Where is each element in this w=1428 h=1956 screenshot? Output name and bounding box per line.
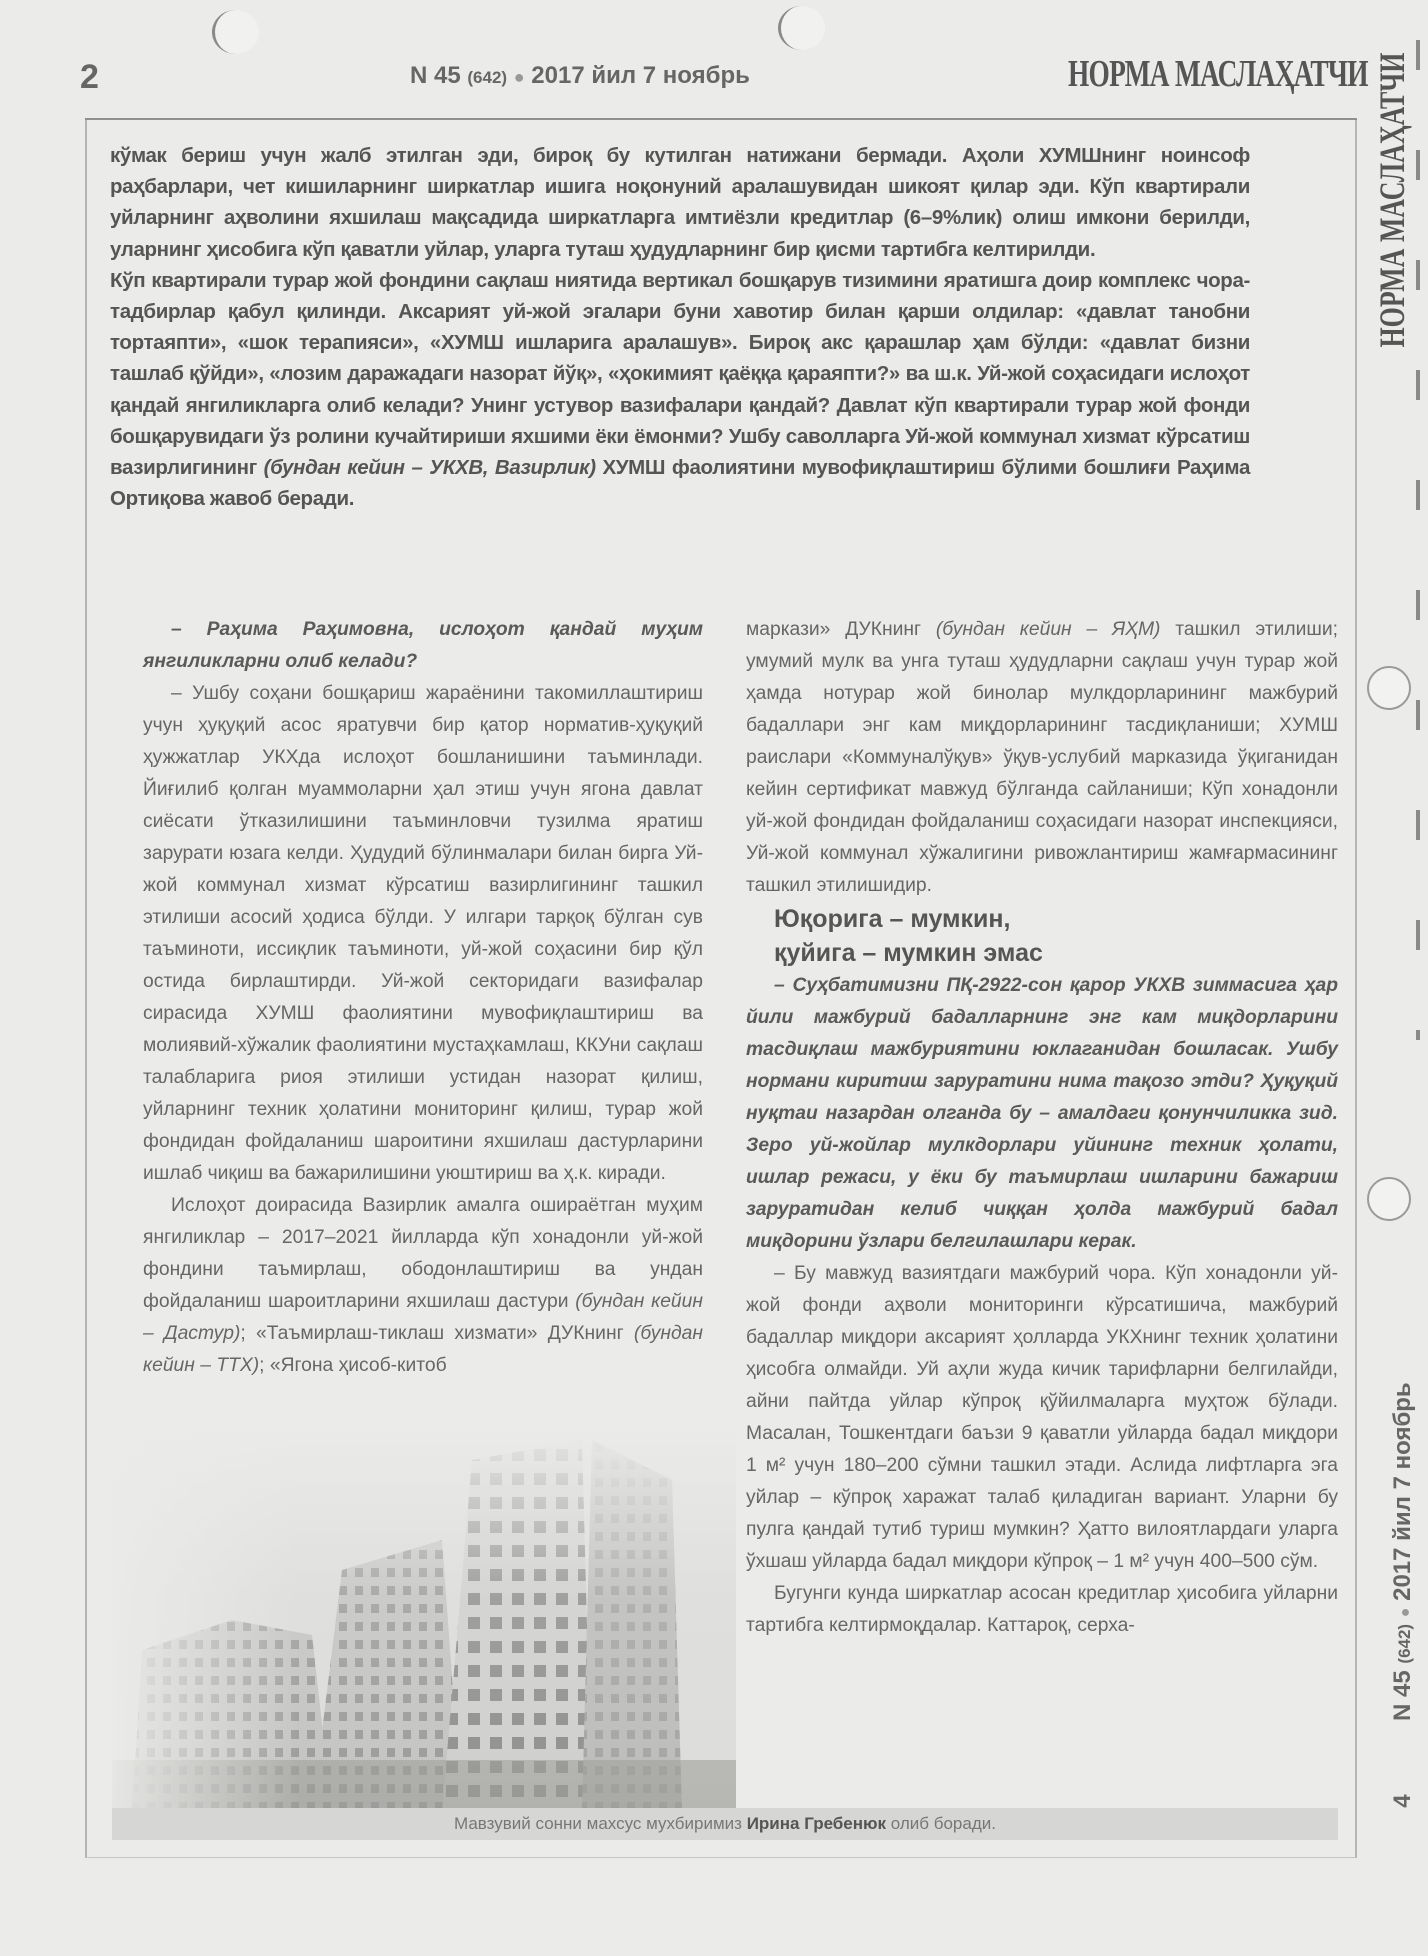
- punch-hole: [212, 10, 259, 54]
- side-page-number: 4: [1389, 1794, 1416, 1808]
- paragraph: [746, 1578, 1338, 1642]
- text-run: Юқорига – мумкин,: [774, 905, 1011, 933]
- text-run: қуйига – мумкин эмас: [774, 939, 1043, 967]
- italic-text: (бундан кейин – Дастур): [143, 1291, 703, 1344]
- text-run: Ислоҳот доирасида Вазирлик амалга ошираётган муҳим янгиликлар – 2017–2021 йилларда кўп хонадонли уй-жой фондини таъмирлаш, ободонлаштириш ва ундан фойдаланиш шароитларини яхшилаш дастури: [143, 1195, 703, 1312]
- byline-bar: [112, 1808, 1338, 1840]
- margin-ticks: [1416, 40, 1420, 1040]
- lead-paragraph: [110, 140, 1250, 265]
- paragraph: [746, 1258, 1338, 1578]
- text-run: маркази» ДУКнинг: [746, 619, 936, 640]
- text-run: Кўп квартирали турар жой фондини сақлаш ниятида вертикал бошқарув тизимини яратишга доир комплекс чора-тадбирлар қабул қилинди. Аксарият уй-жой эгалари буни хавотир билан қарши олдилар: «давлат танобни тортаяпти», «шок терапияси», «ХУМШ ишларига аралашув». Бироқ акс қарашлар ҳам бўлди: «давлат бизни ташлаб қўйди», «лозим даражадаги назорат йўқ», «ҳокимият қаёққа қараяпти?» ва ш.к. Уй-жой соҳасидаги ислоҳот қандай янгиликларга олиб келади? Унинг устувор вазифалари қандай? Давлат кўп квартирали турар жой фонди бошқарувидаги ўз ролини кучайтириши яхшими ёки ёмонми? Ушбу саволларга Уй-жой коммунал хизмат кўрсатиш вазирлигининг: [110, 268, 1250, 480]
- text-run: ; «Таъмирлаш-тиклаш хизмати» ДУКнинг: [240, 1323, 634, 1344]
- building-photo: [112, 1420, 736, 1812]
- paragraph-continued: [746, 614, 1338, 902]
- paragraph: [143, 678, 703, 1190]
- text-run: Бугунги кунда ширкатлар асосан кредитлар ҳисобига уйларни тартибга келтирмоқдалар. Каттароқ, серха-: [746, 1583, 1338, 1636]
- section-heading-line2: [746, 936, 1338, 970]
- interview-question: [143, 614, 703, 678]
- text-run: ташкил этилиши; умумий мулк ва унга туташ ҳудудларни сақлаш учун турар жой ҳамда нотурар жой бинолар мулкдорларининг мажбурий бадаллари энг кам миқдорларининг тасдиқланиши; ХУМШ раислари «Коммуналўқув» ўқув-услубий марказида ўқиганидан кейин сертификат мавжуд бўлганда сайланиши; Кўп хонадонли уй-жой фондидан фойдаланиш соҳасидаги назорат инспекцияси, Уй-жой коммунал хўжалигини ривожлантириш жамғармасининг ташкил этилишидир.: [746, 619, 1338, 896]
- lead-paragraph: [110, 265, 1250, 515]
- side-separator: ●: [1397, 1607, 1414, 1618]
- punch-hole: [778, 6, 825, 50]
- italic-text: (бундан кейин – ТТХ): [143, 1323, 703, 1376]
- paragraph: [143, 1190, 703, 1382]
- page-number: 2: [80, 58, 99, 96]
- italic-text: (бундан кейин – УКХВ, Вазирлик): [263, 456, 596, 480]
- interview-question: [746, 970, 1338, 1258]
- side-issue-info: [1380, 1330, 1426, 1860]
- article-column-left: [143, 614, 703, 1382]
- byline-author: Ирина Гребенюк: [746, 1814, 887, 1833]
- text-run: – Бу мавжуд вазиятдаги мажбурий чора. Кўп хонадонли уй-жой фонди аҳволи мониторинги кўрсатишича, мажбурий бадаллар миқдори аксарият ҳолларда УКХнинг техник ҳолатини ҳисобга олмайди. Уй аҳли жуда кичик тарифларни белгилайди, айни пайтда уйлар кўпроқ қўйилмаларга муҳтож бўлади. Масалан, Тошкентдаги баъзи 9 қаватли уйларда бадал миқдори 1 м² учун 180–200 сўмни ташкил этади. Аслида лифтларга эга уйлар – кўпроқ харажат талаб қиладиган вариант. Уларни бу пулга қандай тутиб туриш мумкин? Ҳатто вилоятлардаги уларга ўхшаш уйларда бадал миқдори кўпроқ – 1 м² учун 400–500 сўм.: [746, 1263, 1338, 1572]
- side-issue-date: 2017 йил 7 ноябрь: [1389, 1382, 1416, 1601]
- masthead: НОРМА МАСЛАҲАТЧИ: [1068, 53, 1368, 95]
- text-run: – Раҳима Раҳимовна, ислоҳот қандай муҳим янгиликларни олиб келади?: [143, 619, 703, 672]
- byline-text: Мавзувий сонни махсус мухбиримиз: [454, 1814, 747, 1833]
- side-issue-number: N 45: [1389, 1670, 1416, 1721]
- issue-info: [410, 62, 750, 90]
- separator-dot: ●: [513, 67, 525, 87]
- text-run: – Ушбу соҳани бошқариш жараёнини такомиллаштириш учун ҳуқуқий асос яратувчи бир қатор норматив-ҳуқуқий ҳужжатлар УКХда ислоҳот бошланишини таъминлади. Йиғилиб қолган муаммоларни ҳал этиш учун ягона давлат сиёсати ўтказилишини таъминловчи тузилма яратиш зарурати юзага келди. Ҳудудий бўлинмалари билан бирга Уй-жой коммунал хизмат кўрсатиш вазирлигининг ташкил этилиши асосий ҳодиса бўлди. У илгари тарқоқ бўлган сув таъминоти, иссиқлик таъминоти, уй-жой соҳасини бир қўл остида бирлаштирди. Уй-жой секторидаги вазифалар сирасида ХУМШ фаолиятини мувофиқлаштириш ва молиявий-хўжалик фаолиятини мустаҳкамлаш, ККУни сақлаш талабларига риоя этилиши устидан назорат қилиш, уйларнинг техник ҳолатини мониторинг қилиш, турар жой фондидан фойдаланиш шароитини яхшилаш дастурларини ишлаб чиқиш ва бажарилишини уюштириш ва ҳ.к. киради.: [143, 683, 703, 1184]
- text-run: – Суҳбатимизни ПҚ-2922-сон қарор УКХВ зиммасига ҳар йили мажбурий бадалларнинг энг кам миқдорларини тасдиқлаш мажбуриятини юклаганидан бошласак. Ушбу нормани киритиш заруратини нима тақозо этди? Ҳуқуқий нуқтаи назардан олганда бу – амалдаги қонунчиликка зид. Зеро уй-жойлар мулкдорлари уйининг техник ҳолати, ишлар режаси, у ёки бу таъмирлаш ишларини бажариш заруратидан келиб чиққан ҳолда мажбурий бадал миқдорини ўзлари белгилашлари керак.: [746, 975, 1338, 1252]
- side-masthead-text: НОРМА МАСЛАҲАТЧИ: [1372, 52, 1412, 348]
- italic-text: (бундан кейин – ЯҲМ): [935, 619, 1161, 640]
- side-masthead: [1372, 52, 1412, 348]
- side-issue-total: (642): [1395, 1623, 1414, 1664]
- punch-hole: [1367, 1177, 1411, 1221]
- article-lead: [110, 140, 1250, 514]
- section-heading: [746, 902, 1338, 936]
- text-run: ; «Ягона ҳисоб-китоб: [259, 1355, 447, 1376]
- issue-date: 2017 йил 7 ноябрь: [531, 62, 750, 89]
- punch-hole: [1367, 666, 1411, 710]
- byline-text-end: олиб боради.: [886, 1814, 996, 1833]
- issue-number: N 45: [410, 62, 461, 89]
- article-column-right: [746, 614, 1338, 1642]
- text-run: ХУМШ фаолиятини мувофиқлаштириш бўлими бошлиғи Раҳима Ортиқова жавоб беради.: [110, 456, 1250, 511]
- issue-total: (642): [467, 68, 508, 87]
- text-run: кўмак бериш учун жалб этилган эди, бироқ бу кутилган натижани бермади. Аҳоли ХУМШнинг ноинсоф раҳбарлари, чет кишиларнинг ширкатлар ишига ноқонуний аралашувидан шикоят қилар эди. Кўп квартирали уйларнинг аҳволини яхшилаш мақсадида ширкатларга имтиёзли кредитлар (6–9%лик) олиш имкони берилди, уларнинг ҳисобига кўп қаватли уйлар, уларга туташ ҳудудларнинг бир қисми тартибга келтирилди.: [110, 144, 1250, 261]
